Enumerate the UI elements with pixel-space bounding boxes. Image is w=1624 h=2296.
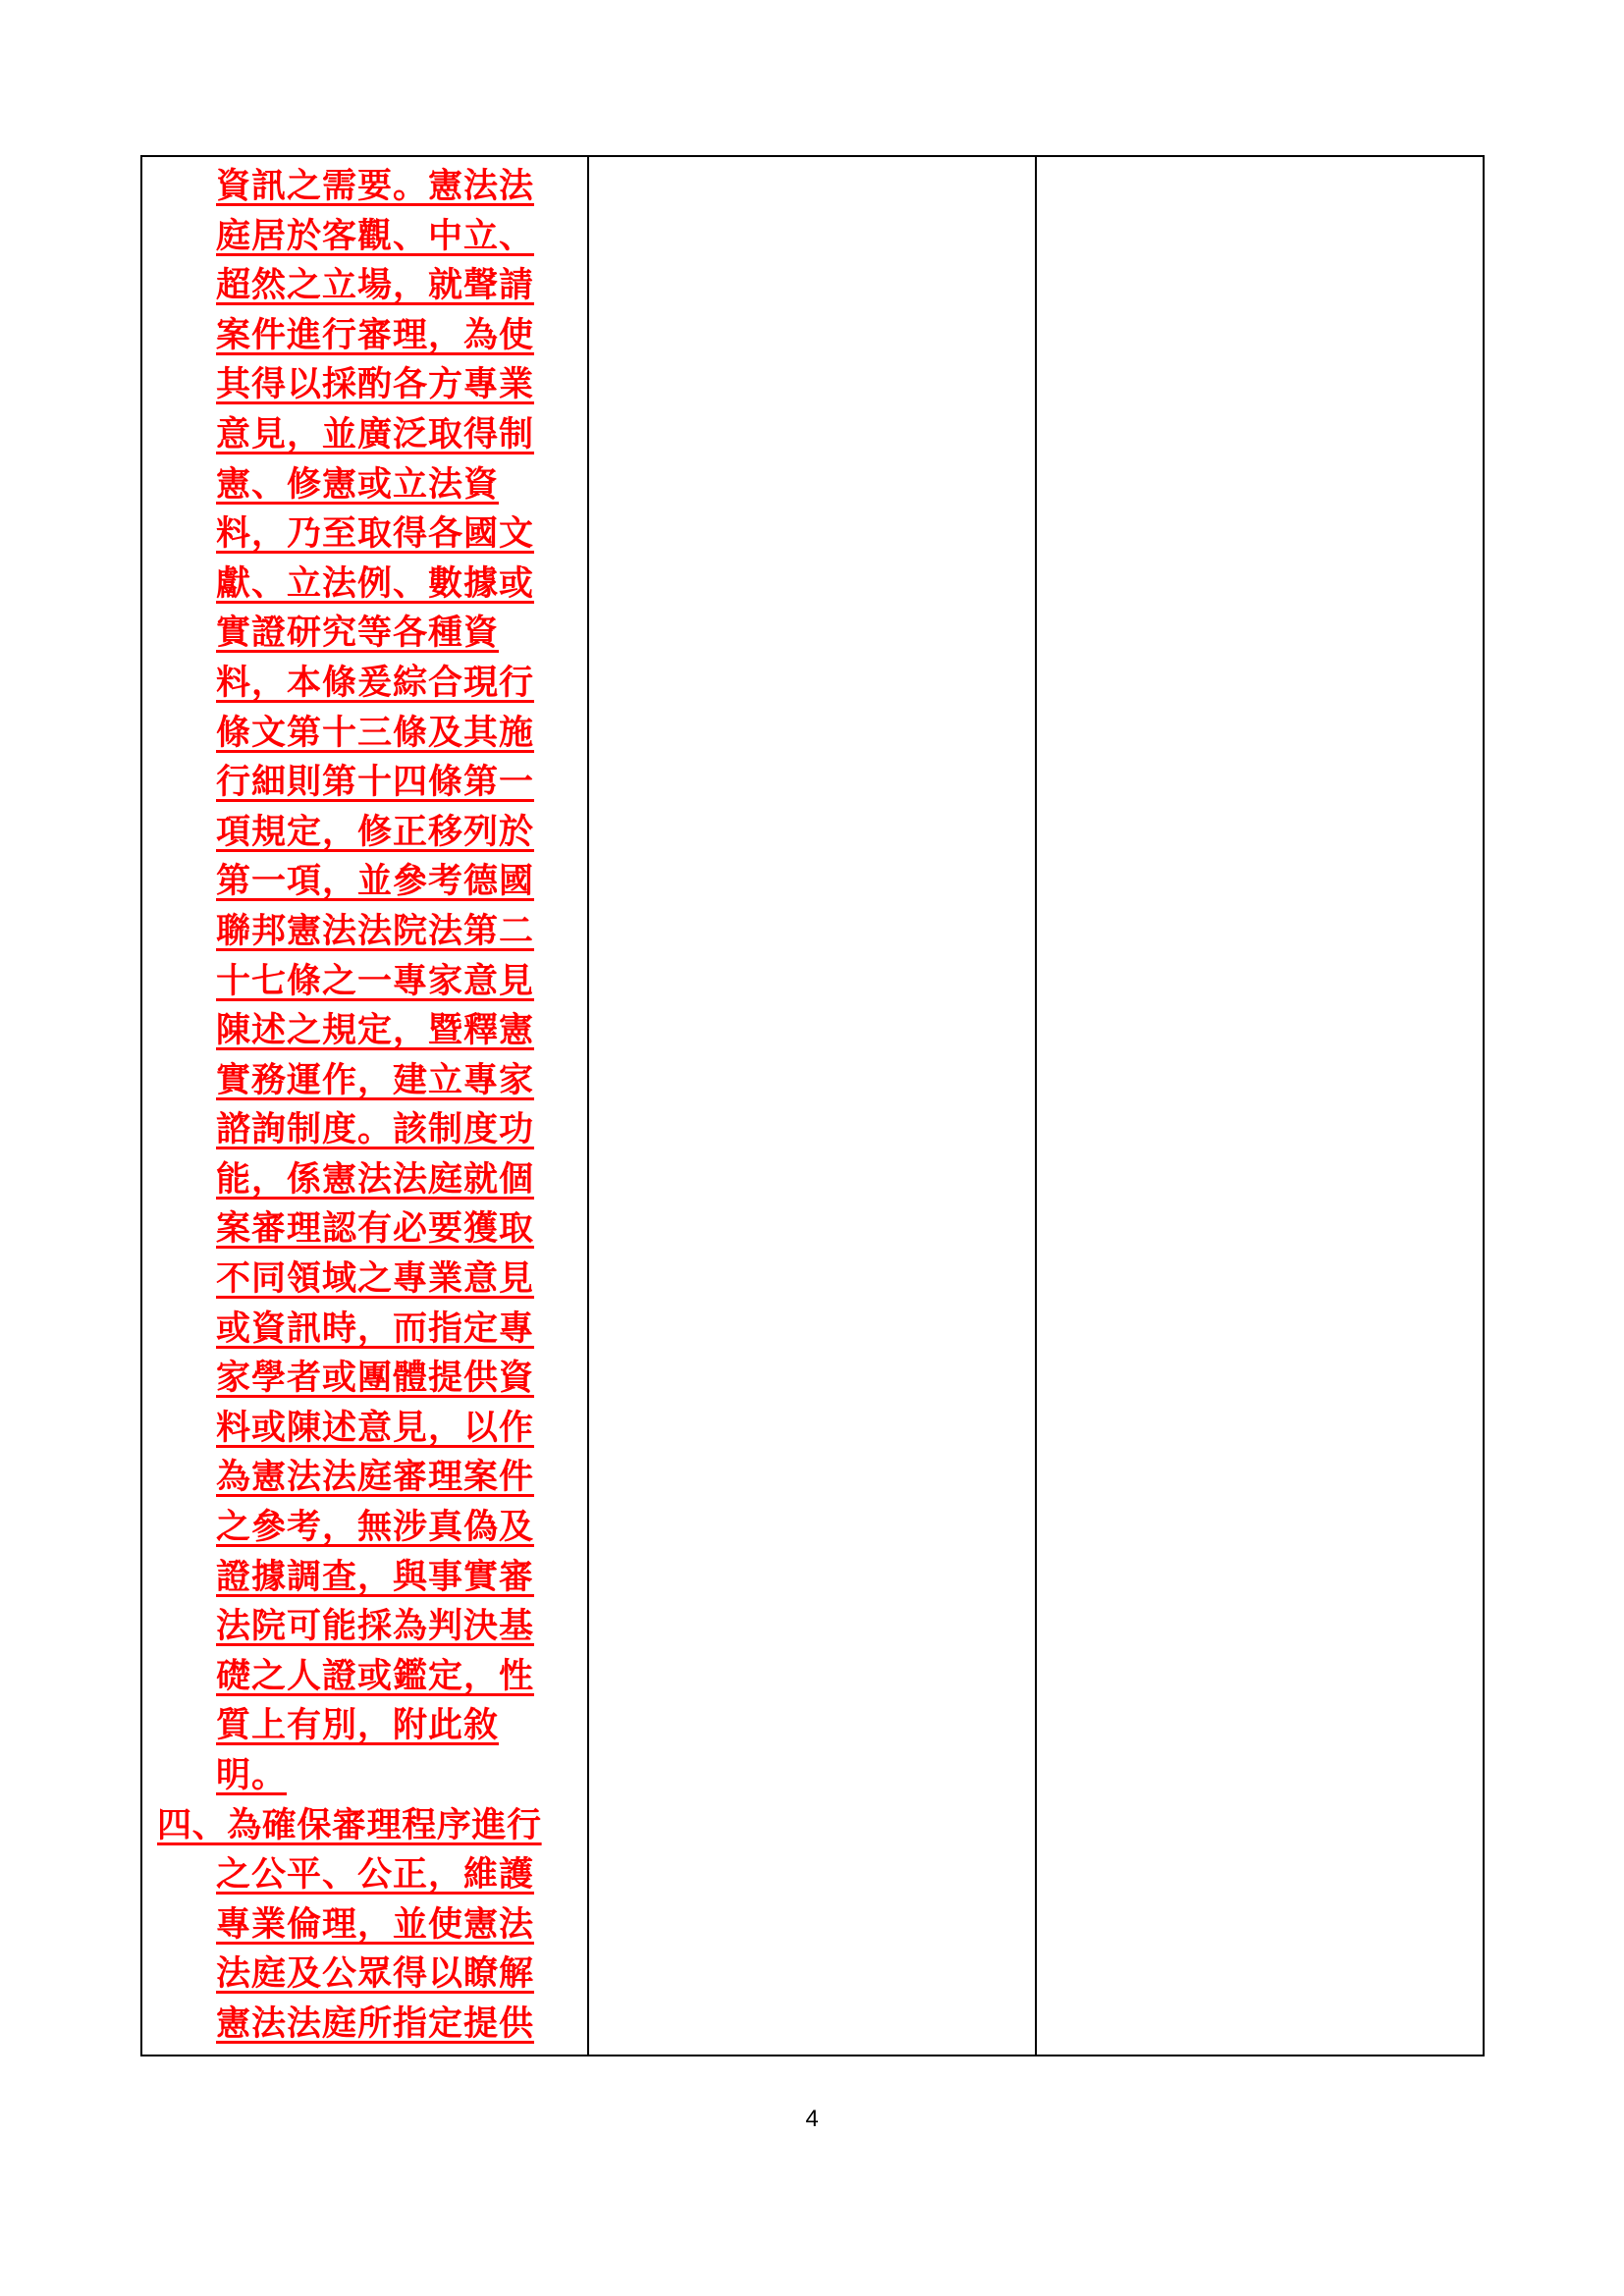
text-line [142,1204,587,1255]
text-line [142,1850,587,1900]
text-line [142,808,587,858]
text-line [142,1503,587,1553]
text-line [142,1453,587,1503]
text-line-content: 憲、修憲或立法資 [216,463,500,505]
text-line [142,261,587,311]
text-line-content: 證據調查，與事實審 [216,1556,535,1597]
text-line [142,212,587,262]
table-row [141,156,1484,2056]
text-line-content: 家學者或團體提供資 [216,1358,535,1399]
text-line-content: 或資訊時，而指定專 [216,1308,535,1349]
text-line [142,1801,587,1851]
text-line [142,1553,587,1603]
text-line-content: 四、為確保審理程序進行 [157,1804,542,1845]
text-line [142,709,587,759]
text-line-content: 法院可能採為判決基 [216,1606,535,1647]
text-line-content: 條文第十三條及其施 [216,712,535,753]
text-line [142,560,587,610]
text-line [142,1155,587,1205]
text-line-content: 陳述之規定，暨釋憲 [216,1010,535,1051]
text-line [142,1652,587,1702]
text-line-content: 項規定，修正移列於 [216,811,535,852]
text-line [142,1900,587,1950]
text-line-content: 質上有別，附此敘 [216,1705,500,1746]
middle-column-cell [588,156,1036,2056]
text-line [142,410,587,460]
text-line [142,509,587,560]
text-line [142,311,587,361]
text-line-content: 聯邦憲法法院法第二 [216,910,535,951]
text-line [142,659,587,709]
text-line-content: 行細則第十四條第一 [216,762,535,803]
right-column-cell [1036,156,1484,2056]
text-line [142,907,587,957]
text-line-content: 不同領域之專業意見 [216,1258,535,1300]
page-number: 4 [805,2106,819,2132]
text-line [142,1255,587,1305]
text-line [142,2000,587,2050]
text-line [142,1056,587,1106]
text-line-content: 超然之立場，就聲請 [216,265,535,306]
explanation-column-cell [141,156,588,2056]
text-line-content: 實務運作，建立專家 [216,1059,535,1100]
text-line [142,360,587,410]
text-line-content: 之參考，無涉真偽及 [216,1507,535,1548]
text-line-content: 法庭及公眾得以瞭解 [216,1953,535,1995]
text-line [142,957,587,1007]
text-line-content: 第一項，並參考德國 [216,861,535,902]
text-line-content: 資訊之需要。憲法法 [216,166,535,206]
text-line [142,1006,587,1056]
text-line-content: 料或陳述意見，以作 [216,1407,535,1448]
text-line-content: 礎之人證或鑑定，性 [216,1655,535,1696]
text-line [142,460,587,510]
text-line [142,1602,587,1652]
text-line-content: 明。 [216,1755,288,1795]
text-line-content: 料，乃至取得各國文 [216,513,535,555]
text-line [142,1305,587,1355]
text-line-content: 諮詢制度。該制度功 [216,1109,535,1150]
text-line [142,1354,587,1404]
comparison-table [140,155,1485,2056]
text-line-content: 憲法法庭所指定提供 [216,2002,535,2044]
text-line-content: 專業倫理，並使憲法 [216,1903,535,1945]
text-line-content: 十七條之一專家意見 [216,960,535,1001]
text-line [142,609,587,659]
text-line-content: 實證研究等各種資 [216,613,500,654]
text-line [142,1949,587,2000]
text-line-content: 料，本條爰綜合現行 [216,662,535,703]
text-line [142,162,587,212]
text-line-content: 為憲法法庭審理案件 [216,1457,535,1498]
text-line [142,857,587,907]
text-line [142,1105,587,1155]
text-line-content: 能，係憲法法庭就個 [216,1158,535,1200]
text-line-content: 意見，並廣泛取得制 [216,413,535,454]
text-line [142,1701,587,1751]
text-line-content: 之公平、公正，維護 [216,1854,535,1896]
text-line-content: 案審理認有必要獲取 [216,1208,535,1250]
text-line-content: 案件進行審理，為使 [216,314,535,355]
text-line-content: 庭居於客觀、中立、 [216,215,535,256]
text-line [142,1404,587,1454]
text-line-content: 其得以採酌各方專業 [216,364,535,405]
text-line-content: 獻、立法例、數據或 [216,562,535,604]
text-line [142,758,587,808]
text-line [142,1751,587,1801]
explanation-text [142,157,587,2050]
